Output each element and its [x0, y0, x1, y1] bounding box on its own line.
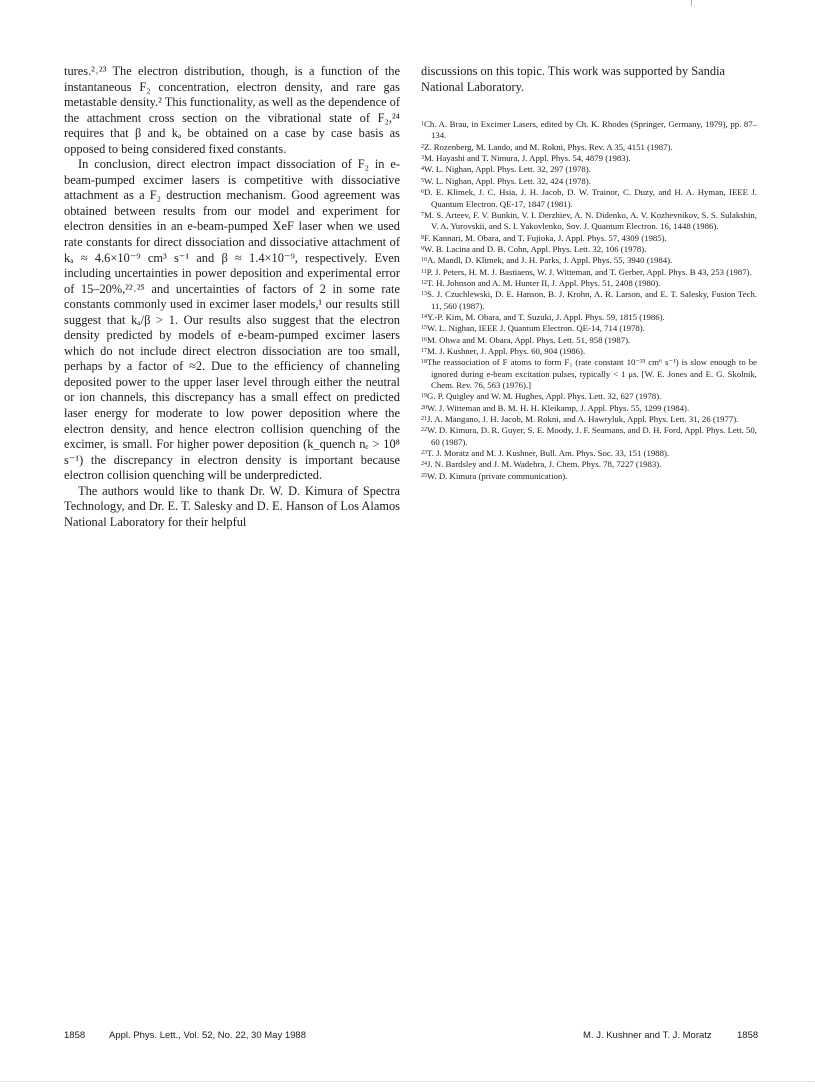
reference-number: 11: [421, 268, 427, 275]
reference-item: [421, 414, 757, 425]
reference-text: Ch. A. Brau, in Excimer Lasers, edited by Ch. K. Rhodes (Springer, Germany, 1979), pp. 87–134.: [424, 119, 757, 141]
reference-number: 8: [421, 234, 424, 241]
reference-text: Y.-P. Kim, M. Obara, and T. Suzuki, J. Appl. Phys. 59, 1815 (1986).: [427, 311, 665, 322]
reference-text: M. Hayashi and T. Nimura, J. Appl. Phys. 54, 4879 (1983).: [424, 153, 631, 164]
reference-text: D. E. Klimek, J. C. Hsia, J. H. Jacob, D. W. Trainor, C. Duzy, and H. A. Hyman, IEEE J. Quantum Electron. QE-17, 1847 (1981).: [424, 187, 757, 209]
reference-item: [421, 187, 757, 210]
reference-text: J. N. Bardsley and J. M. Wadehra, J. Chem. Phys. 78, 7227 (1983).: [427, 459, 662, 470]
reference-item: [421, 335, 757, 346]
reference-number: 7: [421, 211, 424, 218]
reference-number: 24: [421, 461, 427, 468]
reference-number: 6: [421, 189, 424, 196]
reference-number: 14: [421, 313, 427, 320]
reference-number: 19: [421, 393, 427, 400]
reference-number: 16: [421, 336, 427, 343]
reference-item: [421, 391, 757, 402]
reference-item: [421, 153, 757, 164]
reference-item: [421, 255, 757, 266]
reference-item: [421, 403, 757, 414]
reference-number: 9: [421, 245, 424, 252]
reference-item: [421, 425, 757, 448]
reference-number: 20: [421, 404, 427, 411]
reference-text: W. L. Nighan, IEEE J. Quantum Electron. QE-14, 714 (1978).: [427, 323, 645, 334]
reference-text: W. B. Lacina and D. B. Cohn, Appl. Phys. Lett. 32, 106 (1978).: [424, 243, 647, 254]
reference-text: W. J. Witteman and B. M. H. H. Kleikamp, J. Appl. Phys. 55, 1299 (1984).: [427, 402, 690, 413]
reference-text: G. P. Quigley and W. M. Hughes, Appl. Phys. Lett. 32, 627 (1978).: [427, 391, 662, 402]
right-column: [421, 64, 757, 482]
scan-corner-mark: [691, 0, 692, 6]
reference-text: J. A. Mangano, J. H. Jacob, M. Rokni, and A. Hawryluk, Appl. Phys. Lett. 31, 26 (1977).: [427, 414, 739, 425]
reference-text: W. D. Kimura, D. R. Guyer, S. E. Moody, J. F. Seamans, and D. H. Ford, Appl. Phys. Lett. 50, 60 (1987).: [427, 425, 757, 447]
reference-text: M. J. Kushner, J. Appl. Phys. 60, 904 (1986).: [427, 345, 586, 356]
reference-text: A. Mandl, D. Klimek, and J. H. Parks, J. Appl. Phys. 55, 3940 (1984).: [427, 255, 673, 266]
reference-number: 23: [421, 450, 427, 457]
scan-edge-line: [0, 1081, 815, 1082]
footer-authors: M. J. Kushner and T. J. Moratz: [583, 1030, 712, 1041]
reference-item: [421, 267, 757, 278]
reference-number: 1: [421, 121, 424, 128]
reference-item: [421, 459, 757, 470]
footer-page-number-left: 1858: [64, 1030, 86, 1041]
reference-item: [421, 278, 757, 289]
reference-item: [421, 210, 757, 233]
reference-item: [421, 471, 757, 482]
reference-text: T. H. Johnson and A. M. Hunter II, J. Appl. Phys. 51, 2408 (1980).: [427, 277, 661, 288]
reference-item: [421, 312, 757, 323]
reference-item: [421, 142, 757, 153]
reference-item: [421, 164, 757, 175]
reference-number: 4: [421, 166, 424, 173]
left-column: [64, 64, 400, 530]
reference-item: [421, 357, 757, 391]
reference-number: 17: [421, 347, 427, 354]
reference-text: F. Kannari, M. Obara, and T. Fujioka, J. Appl. Phys. 57, 4309 (1985).: [424, 232, 667, 243]
reference-text: T. J. Moratz and M. J. Kushner, Bull. Am. Phys. Soc. 33, 151 (1988).: [427, 448, 670, 459]
reference-text: W. L. Nighan, Appl. Phys. Lett. 32, 424 (1978).: [424, 175, 591, 186]
reference-text: W. L. Nighan, Appl. Phys. Lett. 32, 297 (1978).: [424, 164, 591, 175]
acknowledgment-continued: discussions on this topic. This work was supported by Sandia National Laboratory.: [421, 64, 726, 94]
reference-item: [421, 346, 757, 357]
reference-number: 25: [421, 472, 427, 479]
reference-number: 21: [421, 416, 427, 423]
reference-number: 22: [421, 427, 427, 434]
acknowledgment-paragraph: The authors would like to thank Dr. W. D. Kimura of Spectra Technology, and Dr. E. T. Salesky and D. E. Hanson of Los Alamos National Laboratory for their helpful: [64, 483, 400, 529]
reference-number: 13: [421, 291, 427, 298]
reference-text: Z. Rozenberg, M. Lando, and M. Rokni, Phys. Rev. A 35, 4151 (1987).: [424, 141, 673, 152]
reference-text: M. S. Arteev, F. V. Bunkin, V. I. Derzhiev, A. N. Didenko, A. V. Kozhevnikov, S. S. Sulakshin, V. A. Yurovskii, and S. I. Yakovlenko, Sov. J. Quantum Electron. 16, 1448 (1986).: [424, 209, 757, 232]
reference-text: M. Ohwa and M. Obara, Appl. Phys. Lett. 51, 958 (1987).: [427, 334, 631, 345]
reference-text: S. J. Czuchlewski, D. E. Hanson, B. J. Krohn, A. R. Larson, and E. T. Salesky, Fusion Tech. 11, 560 (1987).: [427, 289, 757, 311]
reference-number: 15: [421, 325, 427, 332]
footer-journal-citation: Appl. Phys. Lett., Vol. 52, No. 22, 30 May 1988: [109, 1030, 306, 1041]
reference-number: 12: [421, 279, 427, 286]
reference-number: 10: [421, 257, 427, 264]
reference-item: [421, 289, 757, 312]
reference-item: [421, 448, 757, 459]
conclusion-paragraph: In conclusion, direct electron impact dissociation of F₂ in e-beam-pumped excimer lasers is competitive with dissociative attachment as a F₂ destruction mechanism. Good agreement was obtained between results from our model and experiment for electron densities in an e-beam-pumped XeF laser when we used rate constants for direct dissociation and dissociative attachment of kₐ ≈ 4.6×10⁻⁹ cm³ s⁻¹ and β ≈ 1.4×10⁻⁹, respectively. Even including uncertainties in power deposition and experimental error of 15–20%,²²˒²⁵ and uncertainties of factors of 2 in some rate constants commonly used in excimer laser models,¹ our results still suggest that kₐ/β > 1. Our results also suggest that the electron density predicted by models of e-beam-pumped excimer lasers which do not include direct electron dissociation are too small, perhaps by a factor of ≈2. Due to the efficiency of channeling deposited power to the upper laser level through either the neutral or ion channels, this discrepancy has a small effect on predicted laser energy for moderate to low power deposition where the electron density, and hence electron collision quenching of the excimer, is small. For higher power deposition (k_quench nₑ > 10⁸ s⁻¹) the discrepancy in electron density is important because electron collision quenching will be underpredicted.: [64, 157, 400, 483]
reference-item: [421, 119, 757, 142]
reference-text: W. D. Kimura (private communication).: [427, 470, 568, 481]
reference-text: P. J. Peters, H. M. J. Bastiaens, W. J. Witteman, and T. Gerber, Appl. Phys. B 43, 253 (1987).: [426, 266, 752, 277]
reference-number: 18: [421, 359, 427, 366]
footer-page-number-right: 1858: [737, 1030, 759, 1041]
reference-number: 5: [421, 177, 424, 184]
reference-item: [421, 233, 757, 244]
page-footer: [64, 1030, 764, 1046]
conclusion-continued-paragraph: tures.²˒²³ The electron distribution, though, is a function of the instantaneous F₂ concentration, electron density, and rare gas metastable density.² This functionality, as well as the dependence of the attachment cross section on the vibrational state of F₂,²⁴ requires that β and kₐ be obtained on a case by case basis as opposed to being considered fixed constants.: [64, 64, 400, 156]
reference-item: [421, 244, 757, 255]
reference-item: [421, 176, 757, 187]
reference-list: [421, 119, 757, 482]
reference-text: The reassociation of F atoms to form F₂ (rate constant 10⁻³³ cm⁶ s⁻¹) is slow enough to be ignored during e-beam excitation pulses, typically < 1 μs. [W. E. Jones and E. G. Skolnik, Chem. Rev. 76, 563 (1976).]: [427, 357, 757, 390]
reference-item: [421, 323, 757, 334]
reference-number: 3: [421, 155, 424, 162]
reference-number: 2: [421, 143, 424, 150]
